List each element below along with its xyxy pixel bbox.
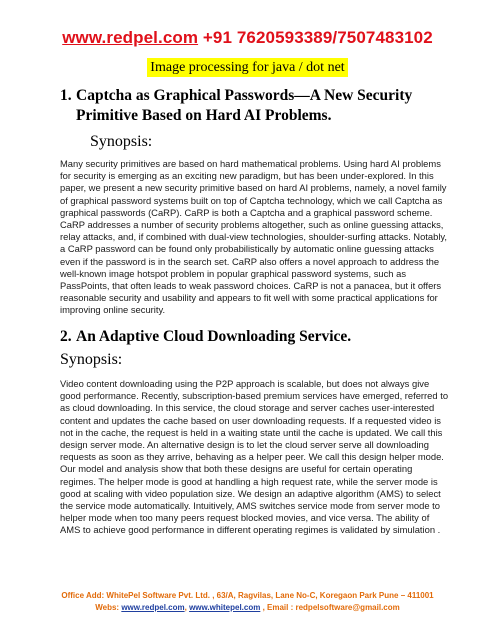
section-2-body: Video content downloading using the P2P approach is scalable, but does not always give good performance. Recently, subscription-based premium services have emerged, referred to as cloud downloading. In this service, the cloud storage and server caches user-interested content and updates the cache based on user downloading requests. If a requested video is not in the cache, the request is held in a waiting state until the cache is updated. We call this design server mode. An alternative design is to let the cloud server serve all downloading requests as soon as they arrive, behaving as a helper peer. We call this design helper mode. Our model and analysis show that both these designs are useful for certain operating regimes. The helper mode is good at handling a high request rate, while the server mode is good at scaling with video population size. We design an adaptive algorithm (AMS) to select the service mode automatically. Intuitively, AMS switches service mode from server mode to helper mode when too many peers request blocked movies, and vice versa. The ability of AMS to achieve good performance in different operating regimes is validated by simulation .: [60, 378, 449, 536]
section-1-number: 1.: [60, 87, 72, 104]
topic-banner: Image processing for java / dot net: [147, 58, 348, 77]
section-2-title: An Adaptive Cloud Downloading Service.: [76, 328, 352, 345]
section-1-synopsis-label: Synopsis:: [90, 133, 153, 150]
header-website-link[interactable]: www.redpel.com: [62, 28, 199, 47]
footer-contacts: Webs: www.redpel.com, www.whitepel.com , Email : redpelsoftware@gmail.com: [95, 603, 400, 612]
footer-webs-label: Webs:: [95, 603, 120, 612]
section-1-title: Captcha as Graphical Passwords—A New Security Primitive Based on Hard AI Problems.: [76, 87, 413, 124]
footer-address: Office Add: WhitePel Software Pvt. Ltd. , 63/A, Ragvilas, Lane No-C, Koregaon Park Pune – 411001: [61, 591, 434, 600]
section-1-heading: [60, 86, 460, 126]
section-2-number: 2.: [60, 328, 72, 345]
footer-email: , Email : redpelsoftware@gmail.com: [262, 603, 400, 612]
section-1-body: Many security primitives are based on hard mathematical problems. Using hard AI problems for security is emerging as an exciting new paradigm, but has been under-explored. In this paper, we present a new security primitive based on hard AI problems, namely, a novel family of graphical password systems built on top of Captcha technology, which we call Captcha as graphical passwords (CaRP). CaRP is both a Captcha and a graphical password scheme. CaRP addresses a number of security problems altogether, such as online guessing attacks, relay attacks, and, if combined with dual-view technologies, shoulder-surfing attacks. Notably, a CaRP password can be found only probabilistically by automatic online guessing attacks even if the password is in the search set. CaRP also offers a novel approach to address the well-known image hotspot problem in popular graphical password systems, such as PassPoints, that often leads to weak password choices. CaRP is not a panacea, but it offers reasonable security and usability and appears to fit well with some practical applications for improving online security.: [60, 158, 447, 316]
section-2-heading: [60, 327, 460, 347]
page-header: [0, 28, 495, 48]
section-2-synopsis-label: Synopsis:: [60, 351, 123, 368]
footer-site-redpel-link[interactable]: www.redpel.com: [121, 603, 185, 612]
header-phone: +91 7620593389/7507483102: [202, 28, 433, 47]
footer-site-whitepel-link[interactable]: www.whitepel.com: [189, 603, 261, 612]
